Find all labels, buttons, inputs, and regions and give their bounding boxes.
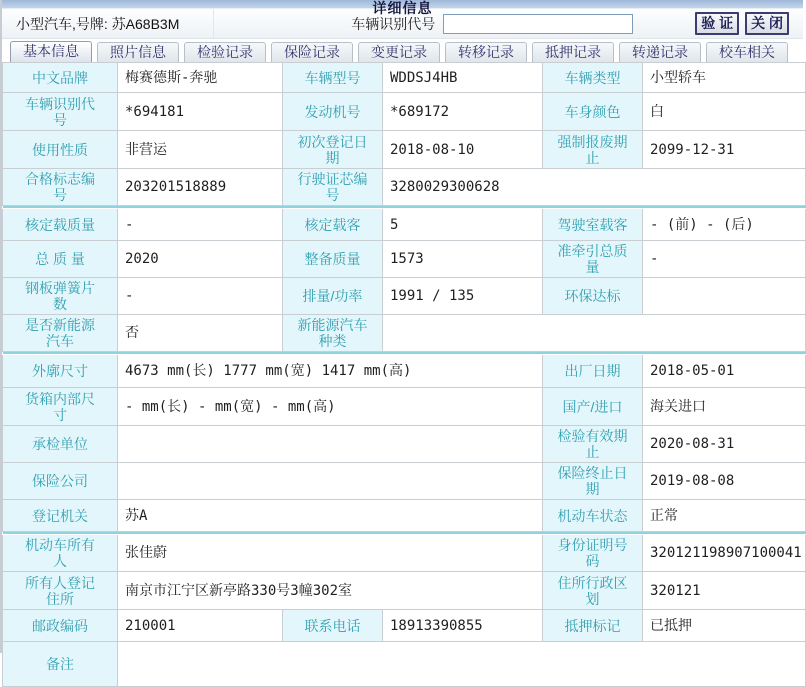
- table-row: [3, 610, 806, 642]
- field-label-vehicle-model: 车辆型号: [283, 63, 383, 93]
- tab-photo-info[interactable]: 照片信息: [97, 42, 179, 62]
- field-value-vehicle-type: 小型轿车: [643, 63, 806, 93]
- field-value-cn-brand: 梅赛德斯-奔驰: [118, 63, 283, 93]
- vin-input[interactable]: [443, 14, 633, 34]
- tab-basic-info[interactable]: 基本信息: [10, 41, 92, 62]
- field-label-engine-no: 发动机号: [283, 93, 383, 131]
- table-row: [3, 93, 806, 131]
- field-value-traction-mass: -: [643, 241, 806, 278]
- field-label-remarks: 备注: [3, 642, 118, 687]
- table-row: [3, 572, 806, 610]
- table-body: [3, 63, 806, 687]
- field-label-import-type: 国产/进口: [543, 388, 643, 426]
- field-value-first-reg-date: 2018-08-10: [383, 131, 543, 169]
- field-value-vehicle-status: 正常: [643, 500, 806, 532]
- field-value-approved-passengers: 5: [383, 209, 543, 241]
- field-label-new-energy-type: 新能源汽车种类: [283, 315, 383, 352]
- field-value-is-new-energy: 否: [118, 315, 283, 352]
- field-label-mandatory-scrap-date: 强制报废期止: [543, 131, 643, 169]
- tab-inspection-records[interactable]: 检验记录: [184, 42, 266, 62]
- field-value-approved-load: -: [118, 209, 283, 241]
- field-label-curb-mass: 整备质量: [283, 241, 383, 278]
- field-value-certificate-no: 203201518889: [118, 169, 283, 206]
- tab-school-bus[interactable]: 校车相关: [706, 42, 788, 62]
- table-row: [3, 209, 806, 241]
- table-row: [3, 535, 806, 572]
- window-titlebar: [2, 0, 803, 16]
- tab-bar: [2, 39, 803, 62]
- field-value-engine-no: *689172: [383, 93, 543, 131]
- field-label-cab-passengers: 驾驶室载客: [543, 209, 643, 241]
- field-label-cn-brand: 中文品牌: [3, 63, 118, 93]
- field-value-insurance-company: [118, 463, 543, 500]
- field-label-postal-code: 邮政编码: [3, 610, 118, 642]
- tab-transfer-records[interactable]: 转移记录: [445, 42, 527, 62]
- field-label-inspection-agency: 承检单位: [3, 426, 118, 463]
- field-value-emission-standard: [643, 278, 806, 315]
- field-label-is-new-energy: 是否新能源汽车: [3, 315, 118, 352]
- window-title: 详细信息: [372, 0, 433, 16]
- vin-search-label: 车辆识别代号: [351, 15, 436, 32]
- field-value-total-mass: 2020: [118, 241, 283, 278]
- table-row: [3, 388, 806, 426]
- field-value-vehicle-model: WDDSJ4HB: [383, 63, 543, 93]
- field-value-id-number: 320121198907100041: [643, 535, 806, 572]
- field-label-address-division: 住所行政区划: [543, 572, 643, 610]
- table-row: [3, 131, 806, 169]
- table-row: [3, 315, 806, 352]
- field-value-license-chip-no: 3280029300628: [383, 169, 806, 206]
- field-label-owner-address: 所有人登记住所: [3, 572, 118, 610]
- tab-mortgage-records[interactable]: 抵押记录: [532, 42, 614, 62]
- tab-insurance-records[interactable]: 保险记录: [271, 42, 353, 62]
- verify-button[interactable]: 验 证: [695, 12, 739, 35]
- table-row: [3, 63, 806, 93]
- field-label-factory-date: 出厂日期: [543, 355, 643, 388]
- field-value-remarks: [118, 642, 806, 687]
- table-row: [3, 355, 806, 388]
- field-value-overall-dimensions: 4673 mm(长) 1777 mm(宽) 1417 mm(高): [118, 355, 543, 388]
- field-label-approved-passengers: 核定载客: [283, 209, 383, 241]
- close-button[interactable]: 关 闭: [745, 12, 789, 35]
- field-label-vehicle-status: 机动车状态: [543, 500, 643, 532]
- field-label-inspection-valid-until: 检验有效期止: [543, 426, 643, 463]
- table-row: [3, 642, 806, 687]
- field-label-vehicle-type: 车辆类型: [543, 63, 643, 93]
- field-value-mandatory-scrap-date: 2099-12-31: [643, 131, 806, 169]
- field-label-total-mass: 总 质 量: [3, 241, 118, 278]
- field-value-phone-number: 18913390855: [383, 610, 543, 642]
- field-value-address-division: 320121: [643, 572, 806, 610]
- field-value-import-type: 海关进口: [643, 388, 806, 426]
- field-value-inspection-agency: [118, 426, 543, 463]
- field-label-id-number: 身份证明号码: [543, 535, 643, 572]
- table-row: [3, 500, 806, 532]
- field-value-cargo-dimensions: - mm(长) - mm(宽) - mm(高): [118, 388, 543, 426]
- field-label-vin: 车辆识别代号: [3, 93, 118, 131]
- header-bar: [2, 8, 803, 39]
- field-value-spring-leaves: -: [118, 278, 283, 315]
- field-value-curb-mass: 1573: [383, 241, 543, 278]
- field-value-inspection-valid-until: 2020-08-31: [643, 426, 806, 463]
- table-row: [3, 278, 806, 315]
- field-value-vin: *694181: [118, 93, 283, 131]
- field-label-insurance-end-date: 保险终止日期: [543, 463, 643, 500]
- field-label-traction-mass: 准牵引总质量: [543, 241, 643, 278]
- field-label-approved-load: 核定载质量: [3, 209, 118, 241]
- table-row: [3, 169, 806, 206]
- field-value-insurance-end-date: 2019-08-08: [643, 463, 806, 500]
- field-value-mortgage-flag: 已抵押: [643, 610, 806, 642]
- table-row: [3, 463, 806, 500]
- field-label-displacement-power: 排量/功率: [283, 278, 383, 315]
- field-label-insurance-company: 保险公司: [3, 463, 118, 500]
- field-label-certificate-no: 合格标志编号: [3, 169, 118, 206]
- field-label-cargo-dimensions: 货箱内部尺寸: [3, 388, 118, 426]
- field-label-overall-dimensions: 外廓尺寸: [3, 355, 118, 388]
- table-row: [3, 241, 806, 278]
- field-label-registration-authority: 登记机关: [3, 500, 118, 532]
- field-label-mortgage-flag: 抵押标记: [543, 610, 643, 642]
- field-label-phone-number: 联系电话: [283, 610, 383, 642]
- field-label-emission-standard: 环保达标: [543, 278, 643, 315]
- field-label-body-color: 车身颜色: [543, 93, 643, 131]
- field-value-registration-authority: 苏A: [118, 500, 543, 532]
- field-value-cab-passengers: - (前) - (后): [643, 209, 806, 241]
- plate-info: 小型汽车,号牌: 苏A68B3M: [2, 9, 214, 38]
- vin-search-area: [214, 12, 803, 35]
- field-value-owner-address: 南京市江宁区新亭路330号3幢302室: [118, 572, 543, 610]
- field-value-use-character: 非营运: [118, 131, 283, 169]
- field-value-displacement-power: 1991 / 135: [383, 278, 543, 315]
- field-label-use-character: 使用性质: [3, 131, 118, 169]
- field-label-owner-name: 机动车所有人: [3, 535, 118, 572]
- field-value-postal-code: 210001: [118, 610, 283, 642]
- field-label-license-chip-no: 行驶证芯编号: [283, 169, 383, 206]
- tab-change-records[interactable]: 变更记录: [358, 42, 440, 62]
- field-value-new-energy-type: [383, 315, 806, 352]
- field-value-body-color: 白: [643, 93, 806, 131]
- info-table: [2, 62, 806, 687]
- field-label-first-reg-date: 初次登记日期: [283, 131, 383, 169]
- field-value-owner-name: 张佳蔚: [118, 535, 543, 572]
- field-value-factory-date: 2018-05-01: [643, 355, 806, 388]
- tab-forward-records[interactable]: 转递记录: [619, 42, 701, 62]
- table-row: [3, 426, 806, 463]
- field-label-spring-leaves: 钢板弹簧片数: [3, 278, 118, 315]
